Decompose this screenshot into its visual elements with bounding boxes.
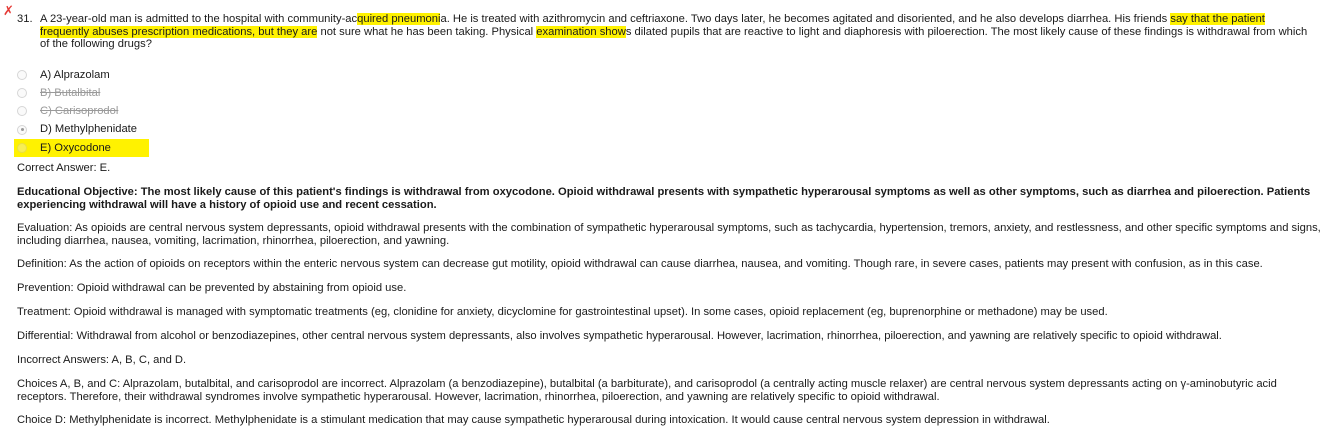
answer-choice-label: B) Butalbital xyxy=(40,86,101,99)
radio-button-icon[interactable] xyxy=(17,88,27,98)
question-text-segment: s dilated pupils that are reactive to light and diaphoresis with piloerection. The most likely cause of these findings is withdrawal from which of the following drugs? xyxy=(40,25,1308,51)
highlighted-text: say that the patient frequently abuses prescription medications, but they are xyxy=(40,13,1265,38)
treatment-text: Treatment: Opioid withdrawal is managed with symptomatic treatments (eg, clonidine for anxiety, dicyclomine for gastrointestinal upset). In some cases, opioid replacement (eg, buprenorphine or methadone) may be used. xyxy=(17,306,1108,318)
answer-choice[interactable] xyxy=(17,84,417,102)
educational-objective: Educational Objective: The most likely cause of this patient's findings is withdrawal from oxycodone. Opioid withdrawal presents with sympathetic hyperarousal symptoms as well as other symptoms, such as diarrhea and piloerection. Patients experiencing withdrawal will have a history of opioid use and recent cessation. xyxy=(17,186,1311,211)
question-text-segment: A 23-year-old man is admitted to the hospital with community-ac xyxy=(40,13,358,25)
radio-button-icon[interactable] xyxy=(17,125,27,135)
answer-choice[interactable] xyxy=(14,139,149,157)
answer-choice[interactable] xyxy=(17,66,417,84)
question-text-segment: a. He is treated with azithromycin and ceftriaxone. Two days later, he becomes agitated and disoriented, and he also develops diarrhea. His friends xyxy=(440,13,1171,25)
radio-button-icon[interactable] xyxy=(17,106,27,116)
choices-abc-explanation: Choices A, B, and C: Alprazolam, butalbital, and carisoprodol are incorrect. Alprazolam (a benzodiazepine), butalbital (a barbiturate), and carisoprodol (a centrally acting muscle relaxer) are central nervous system depressants acting on γ-aminobutyric acid receptors. Therefore, their withdrawal syndromes involve sympathetic hyperarousal. However, lacrimation, rhinorrhea, piloerection, and yawning are relatively specific to opioid withdrawal. xyxy=(17,378,1277,403)
answer-choice[interactable] xyxy=(17,102,417,120)
question-stem xyxy=(17,13,1317,51)
radio-button-icon[interactable] xyxy=(17,70,27,80)
answer-choice-label: D) Methylphenidate xyxy=(40,123,138,136)
question-text-segment: not sure what he has been taking. Physical xyxy=(317,25,537,38)
highlighted-text: quired pneumoni xyxy=(357,13,441,25)
question-text xyxy=(40,13,1317,51)
answer-choice[interactable] xyxy=(17,121,417,139)
answer-choice-label: E) Oxycodone xyxy=(40,141,111,154)
question-number: 31. xyxy=(17,13,33,25)
answer-choice-label: A) Alprazolam xyxy=(40,68,110,81)
incorrect-answers-heading: Incorrect Answers: A, B, C, and D. xyxy=(17,354,187,366)
prevention-text: Prevention: Opioid withdrawal can be prevented by abstaining from opioid use. xyxy=(17,282,407,294)
answer-choices xyxy=(17,66,417,157)
highlighted-text: examination show xyxy=(536,25,626,38)
radio-button-icon[interactable] xyxy=(17,143,27,153)
definition-text: Definition: As the action of opioids on receptors within the enteric nervous system can decrease gut motility, opioid withdrawal can cause diarrhea, nausea, and vomiting. Though rare, in severe cases, patients may present with confusion, as in this case. xyxy=(17,258,1263,270)
answer-choice-label: C) Carisoprodol xyxy=(40,105,119,118)
differential-text: Differential: Withdrawal from alcohol or benzodiazepines, other central nervous system depressants, also involves sympathetic hyperarousal. However, lacrimation, rhinorrhea, piloerection, and yawning are relatively specific to opioid withdrawal. xyxy=(17,330,1222,342)
choice-d-explanation: Choice D: Methylphenidate is incorrect. Methylphenidate is a stimulant medication that may cause sympathetic hyperarousal during intoxication. It would cause central nervous system depression in withdrawal. xyxy=(17,414,1050,426)
correct-answer: Correct Answer: E. xyxy=(17,162,111,174)
evaluation-text: Evaluation: As opioids are central nervous system depressants, opioid withdrawal presents with the combination of sympathetic hyperarousal symptoms, such as tachycardia, hypertension, tremors, anxiety, and restlessness, and other specific symptoms and signs, including diarrhea, nausea, vomiting, lacrimation, rhinorrhea, piloerection, and yawning. xyxy=(17,222,1321,247)
incorrect-x-icon: ✗ xyxy=(3,3,14,18)
